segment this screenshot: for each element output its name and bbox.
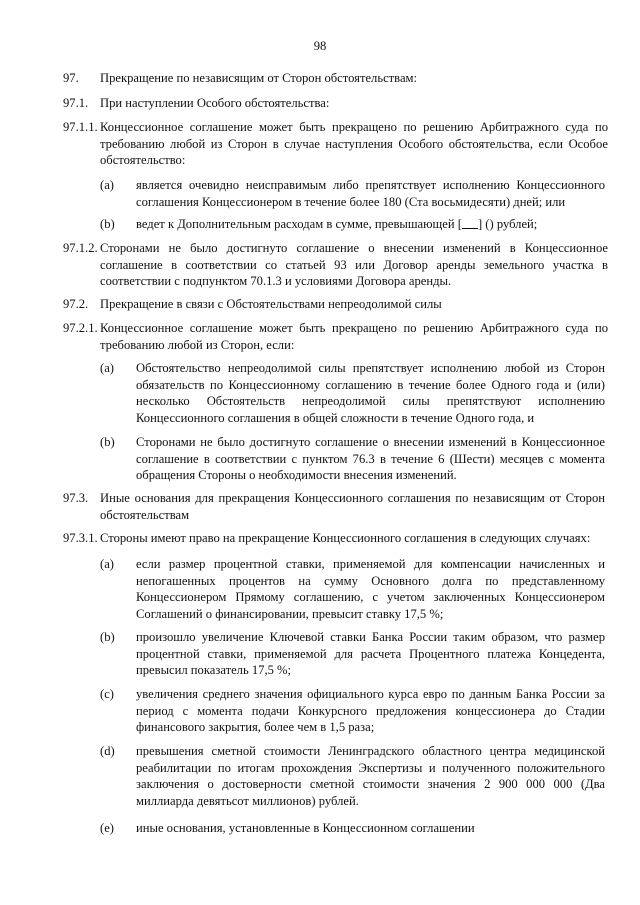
clause-number: 97.3. bbox=[63, 491, 89, 505]
text-after-blank: ] () рублей; bbox=[477, 217, 538, 231]
amount-blank bbox=[462, 217, 478, 229]
sub-item-text bbox=[136, 216, 605, 233]
clause-text: Прекращение в связи с Обстоятельствами непреодолимой силы bbox=[100, 297, 442, 311]
sub-item-label: (a) bbox=[100, 557, 114, 571]
clause-number: 97. bbox=[63, 71, 79, 85]
sub-item-label: (b) bbox=[100, 435, 115, 449]
clause-text: Концессионное соглашение может быть прекращено по решению Арбитражного суда по требованию любой из Сторон, если: bbox=[100, 321, 608, 352]
sub-item-label: (a) bbox=[100, 178, 114, 192]
sub-item-text: Сторонами не было достигнуто соглашение о внесении изменений в Концессионное соглашение в соответствии с пунктом 76.3 в течение 6 (Шести) месяцев с момента обращения Стороны о необходимости внесения изменений. bbox=[136, 435, 605, 483]
sub-item-label: (a) bbox=[100, 361, 114, 375]
sub-item-text: произошло увеличение Ключевой ставки Банка России таким образом, что размер процентной ставки, применяемой для расчета Процентного платежа Концедента, превысил показатель 17,5 %; bbox=[136, 630, 605, 678]
clause-text: Сторонами не было достигнуто соглашение о внесении изменений в Концессионное соглашение в соответствии со статьей 93 или Договор аренды земельного участка в соответствии с подпунктом 70.1.3 и условиями Договора аренды. bbox=[100, 241, 608, 289]
clause-number: 97.2.1. bbox=[63, 321, 98, 335]
sub-item-label: (b) bbox=[100, 630, 115, 644]
sub-item-label: (b) bbox=[100, 217, 115, 231]
sub-item-label: (c) bbox=[100, 687, 114, 701]
clause-text: Стороны имеют право на прекращение Концессионного соглашения в следующих случаях: bbox=[100, 531, 591, 545]
clause-text: Иные основания для прекращения Концессионного соглашения по независящим от Сторон обстоятельствам bbox=[100, 491, 605, 522]
text-before-blank: ведет к Дополнительным расходам в сумме, превышающей [ bbox=[136, 217, 462, 231]
clause-number: 97.2. bbox=[63, 297, 89, 311]
clause-number: 97.3.1. bbox=[63, 531, 98, 545]
clause-text: Концессионное соглашение может быть прекращено по решению Арбитражного суда по требованию любой из Сторон в случае наступления Особого обстоятельства, если Особое обстоятельство: bbox=[100, 120, 608, 168]
clause-number: 97.1. bbox=[63, 96, 89, 110]
sub-item-text: превышения сметной стоимости Ленинградского областного центра медицинской реабилитации по итогам прохождения Экспертизы и полученного положительного заключения о достоверности сметной стоимости значения 2 900 000 000 (Два миллиарда девятьсот миллионов) рублей. bbox=[136, 744, 605, 808]
sub-item-text: Обстоятельство непреодолимой силы препятствует исполнению любой из Сторон обязательств по Концессионному соглашению в течение более Одного года и (или) несколько Обстоятельств непреодолимой силы препятствуют исполнению Концессионного соглашения в общей сложности в течение Одного года, и bbox=[136, 361, 605, 425]
sub-item-label: (e) bbox=[100, 821, 114, 835]
clause-number: 97.1.2. bbox=[63, 241, 98, 255]
sub-item-label: (d) bbox=[100, 744, 115, 758]
page-number: 98 bbox=[313, 39, 327, 53]
sub-item-text: иные основания, установленные в Концессионном соглашении bbox=[136, 821, 475, 835]
clause-number: 97.1.1. bbox=[63, 120, 98, 134]
clause-text: Прекращение по независящим от Сторон обстоятельствам: bbox=[100, 71, 418, 85]
sub-item-text: увеличения среднего значения официального курса евро по данным Банка России за период с момента подачи Конкурсного предложения концессионера до Стадии финансового закрытия, более чем в 1,5 раза; bbox=[136, 687, 605, 735]
clause-text: При наступлении Особого обстоятельства: bbox=[100, 96, 330, 110]
sub-item-text: является очевидно неисправимым либо препятствует исполнению Концессионного соглашения Концессионером в течение более 180 (Ста восьмидесяти) дней; или bbox=[136, 178, 605, 209]
sub-item-text: если размер процентной ставки, применяемой для компенсации начисленных и непогашенных процентов на сумму Основного долга по представленному Концессионером Прямому соглашению, с учетом заключенных Концессионером Соглашений о финансировании, превысит ставку 17,5 %; bbox=[136, 557, 605, 621]
